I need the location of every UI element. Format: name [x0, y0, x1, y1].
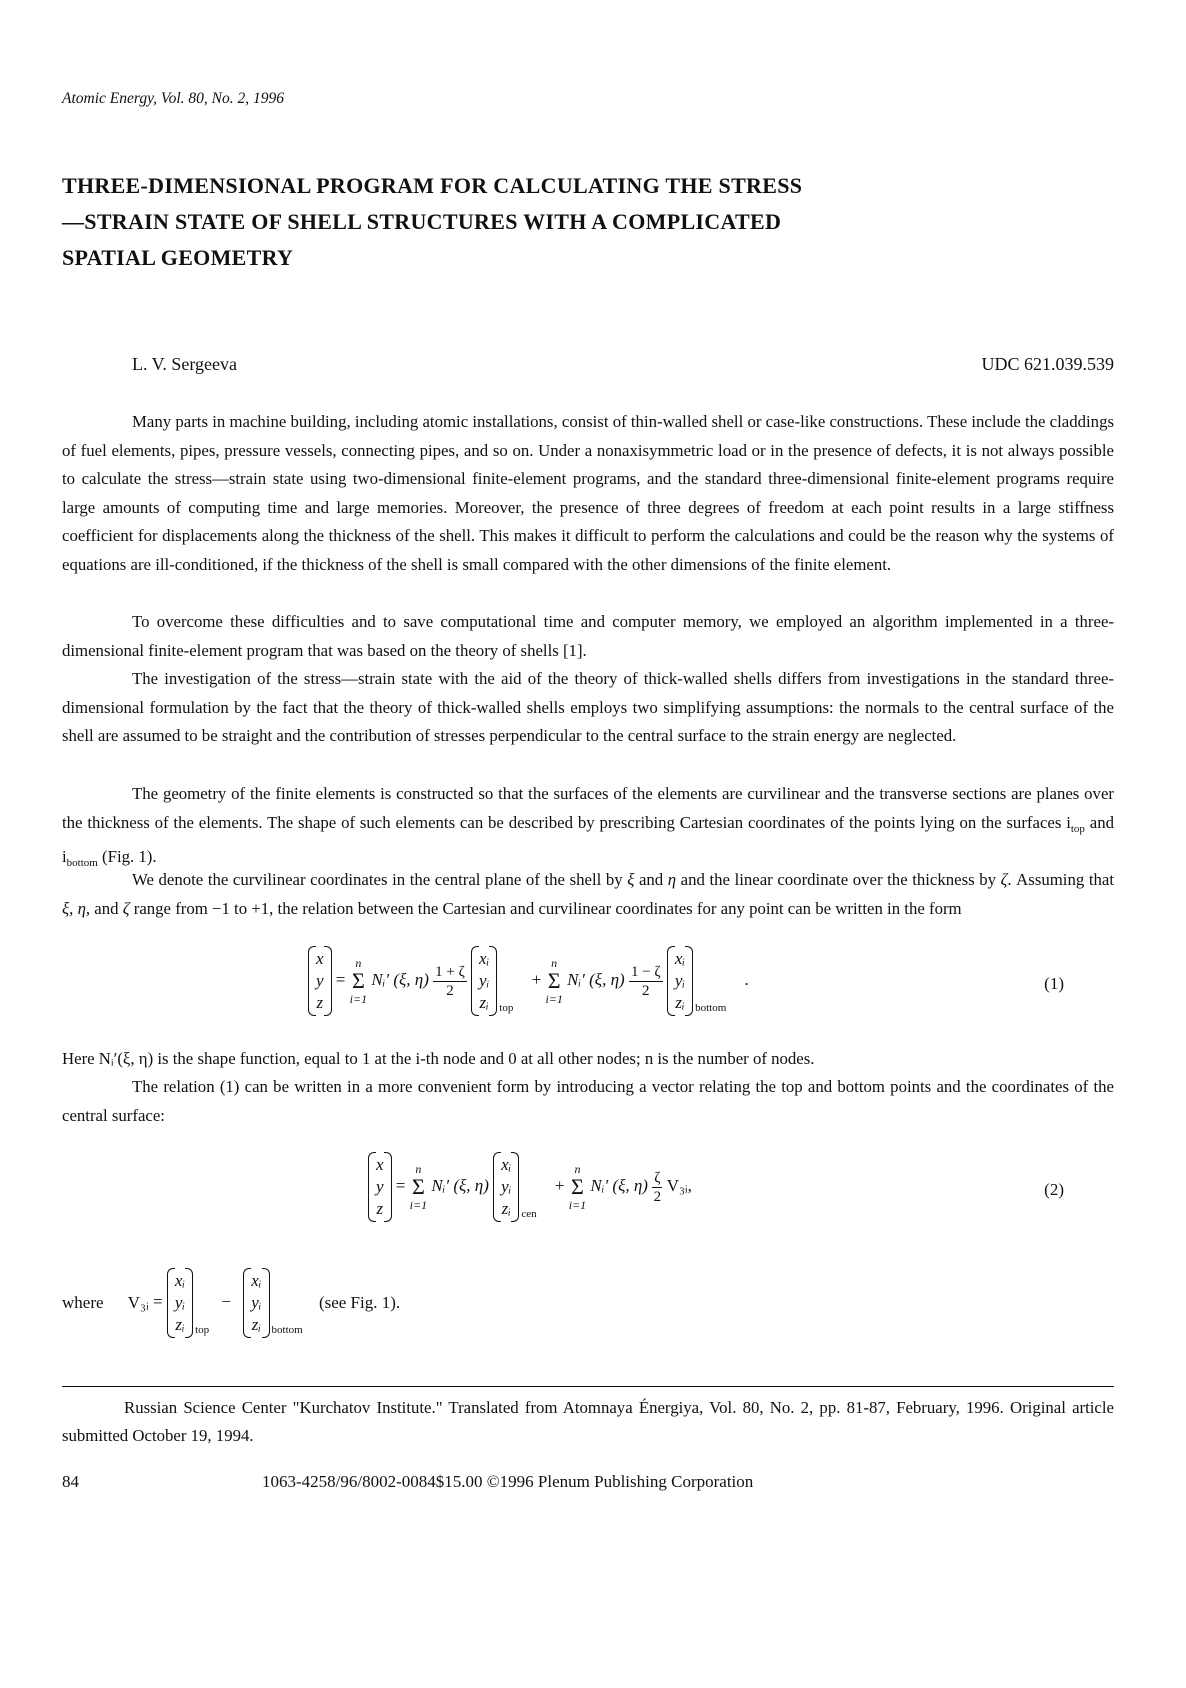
footnote: Russian Science Center "Kurchatov Institute." Translated from Atomnaya Énergiya, Vol. 80, No. 2, pp. 81-87, February, 1996. Original article submitted October 19, 1994. [62, 1398, 1114, 1445]
paragraph-intro: Many parts in machine building, including atomic installations, consist of thin-walled shell or case-like constructions. These include the claddings of fuel elements, pipes, pressure vessels, connecting pipes, and so on. Under a nonaxisymmetric load or in the presence of defects, it is not always possible to calculate the stress—strain state using two-dimensional finite-element programs, and the standard three-dimensional finite-element programs require large amounts of computing time and large memories. Moreover, the presence of three degrees of freedom at each point results in a large stiffness coefficient for displacements along the thickness of the shell. This makes it difficult to perform the calculations and could be the reason why the systems of equations are ill-conditioned, if the thickness of the shell is small compared with the other dimensions of the finite element. [62, 412, 1114, 574]
equation-v3i-definition: where V₃ᵢ = xᵢ yᵢ zᵢ $_{top}$ − xᵢ yᵢ zᵢ $_{bottom}$ (see Fig. 1). [62, 1268, 1132, 1348]
article-title: THREE-DIMENSIONAL PROGRAM FOR CALCULATING THE STRESS—STRAIN STATE OF SHELL STRUCTURES WITH A COMPLICATED SPATIAL GEOMETRY [62, 173, 803, 270]
paragraph-coordinates: We denote the curvilinear coordinates in the central plane of the shell by ξ and η and the linear coordinate over the thickness by ζ. Assuming that ξ, η, and ζ range from −1 to +1, the relation between the Cartesian and curvilinear coordinates for any point can be written in the form [62, 870, 1114, 918]
udc-code: UDC 621.039.539 [981, 354, 1114, 374]
sum-operator: n Σ i=1 [409, 1162, 428, 1212]
fraction: $\frac{1 + \zeta}{2}$ [435, 963, 465, 999]
vector-xyz: x y z [368, 1152, 392, 1222]
paragraph-relation: The relation (1) can be written in a more convenient form by introducing a vector relating the top and bottom points and the coordinates of the central surface: [62, 1077, 1114, 1125]
vector-bottom: xᵢ yᵢ zᵢ [667, 946, 693, 1016]
paragraph-approach: To overcome these difficulties and to save computational time and computer memory, we employed an algorithm implemented in a three-dimensional finite-element program that was based on the theory of shells [1]. [62, 612, 1114, 660]
footnote-divider [62, 1386, 1114, 1387]
vector-bottom: xᵢ yᵢ zᵢ [243, 1268, 269, 1338]
vector-top: xᵢ yᵢ zᵢ [471, 946, 497, 1016]
equation-number: (2) [1044, 1180, 1064, 1199]
fraction: $\frac{\zeta}{2}$ [653, 1169, 662, 1205]
paragraph-shape-function: Here Nᵢ′(ξ, η) is the shape function, equal to 1 at the i-th node and 0 at all other nodes; n is the number of nodes. [62, 1049, 815, 1068]
publisher-id: 1063-4258/96/8002-0084$15.00 ©1996 Plenum Publishing Corporation [262, 1472, 754, 1491]
vector-central: xᵢ yᵢ zᵢ [493, 1152, 519, 1222]
journal-citation: Atomic Energy, Vol. 80, No. 2, 1996 [62, 90, 285, 107]
equation-1: x y z = n Σ i=1 Nᵢ′ (ξ, η) $\frac{1 + \zeta}{2}$ xᵢ yᵢ zᵢ $_{top}$ + n Σ i=1 Nᵢ′ (ξ, η) $\frac{1 - \zeta}{2}$ xᵢ yᵢ zᵢ $_{bottom}$ . (1) [60, 946, 1130, 1032]
vector-top: xᵢ yᵢ zᵢ [167, 1268, 193, 1338]
sum-operator: n Σ i=1 [545, 956, 563, 1006]
vector-xyz: x y z [308, 946, 332, 1016]
author-name: L. V. Sergeeva [132, 354, 237, 374]
page-number: 84 [62, 1472, 79, 1491]
sum-operator: n Σ i=1 [568, 1162, 587, 1212]
sum-operator: n Σ i=1 [349, 956, 368, 1006]
paragraph-theory: The investigation of the stress—strain state with the aid of the theory of thick-walled shells differs from investigations in the standard three-dimensional formulation by the fact that the theory of thick-walled shells employs two simplifying assumptions: the normals to the central surface of the shell are assumed to be straight and the contribution of stresses perpendicular to the central surface to the strain energy are neglected. [62, 669, 1114, 745]
fraction: $\frac{1 - \zeta}{2}$ [630, 963, 661, 999]
equation-2: x y z = n Σ i=1 Nᵢ′ (ξ, η) xᵢ yᵢ zᵢ $_{cen}$ + n Σ i=1 Nᵢ′ (ξ, η) $\frac{\zeta}{2}$ V₃ᵢ, (2) [60, 1152, 1130, 1238]
paragraph-geometry: The geometry of the finite elements is constructed so that the surfaces of the elements are curvilinear and the transverse sections are planes over the thickness of the elements. The shape of such elements can be described by prescribing Cartesian coordinates of the points lying on the surfaces $i_{top}$ and $i_{bottom}$ (Fig. 1). [62, 784, 1114, 869]
equation-number: (1) [1044, 974, 1064, 993]
